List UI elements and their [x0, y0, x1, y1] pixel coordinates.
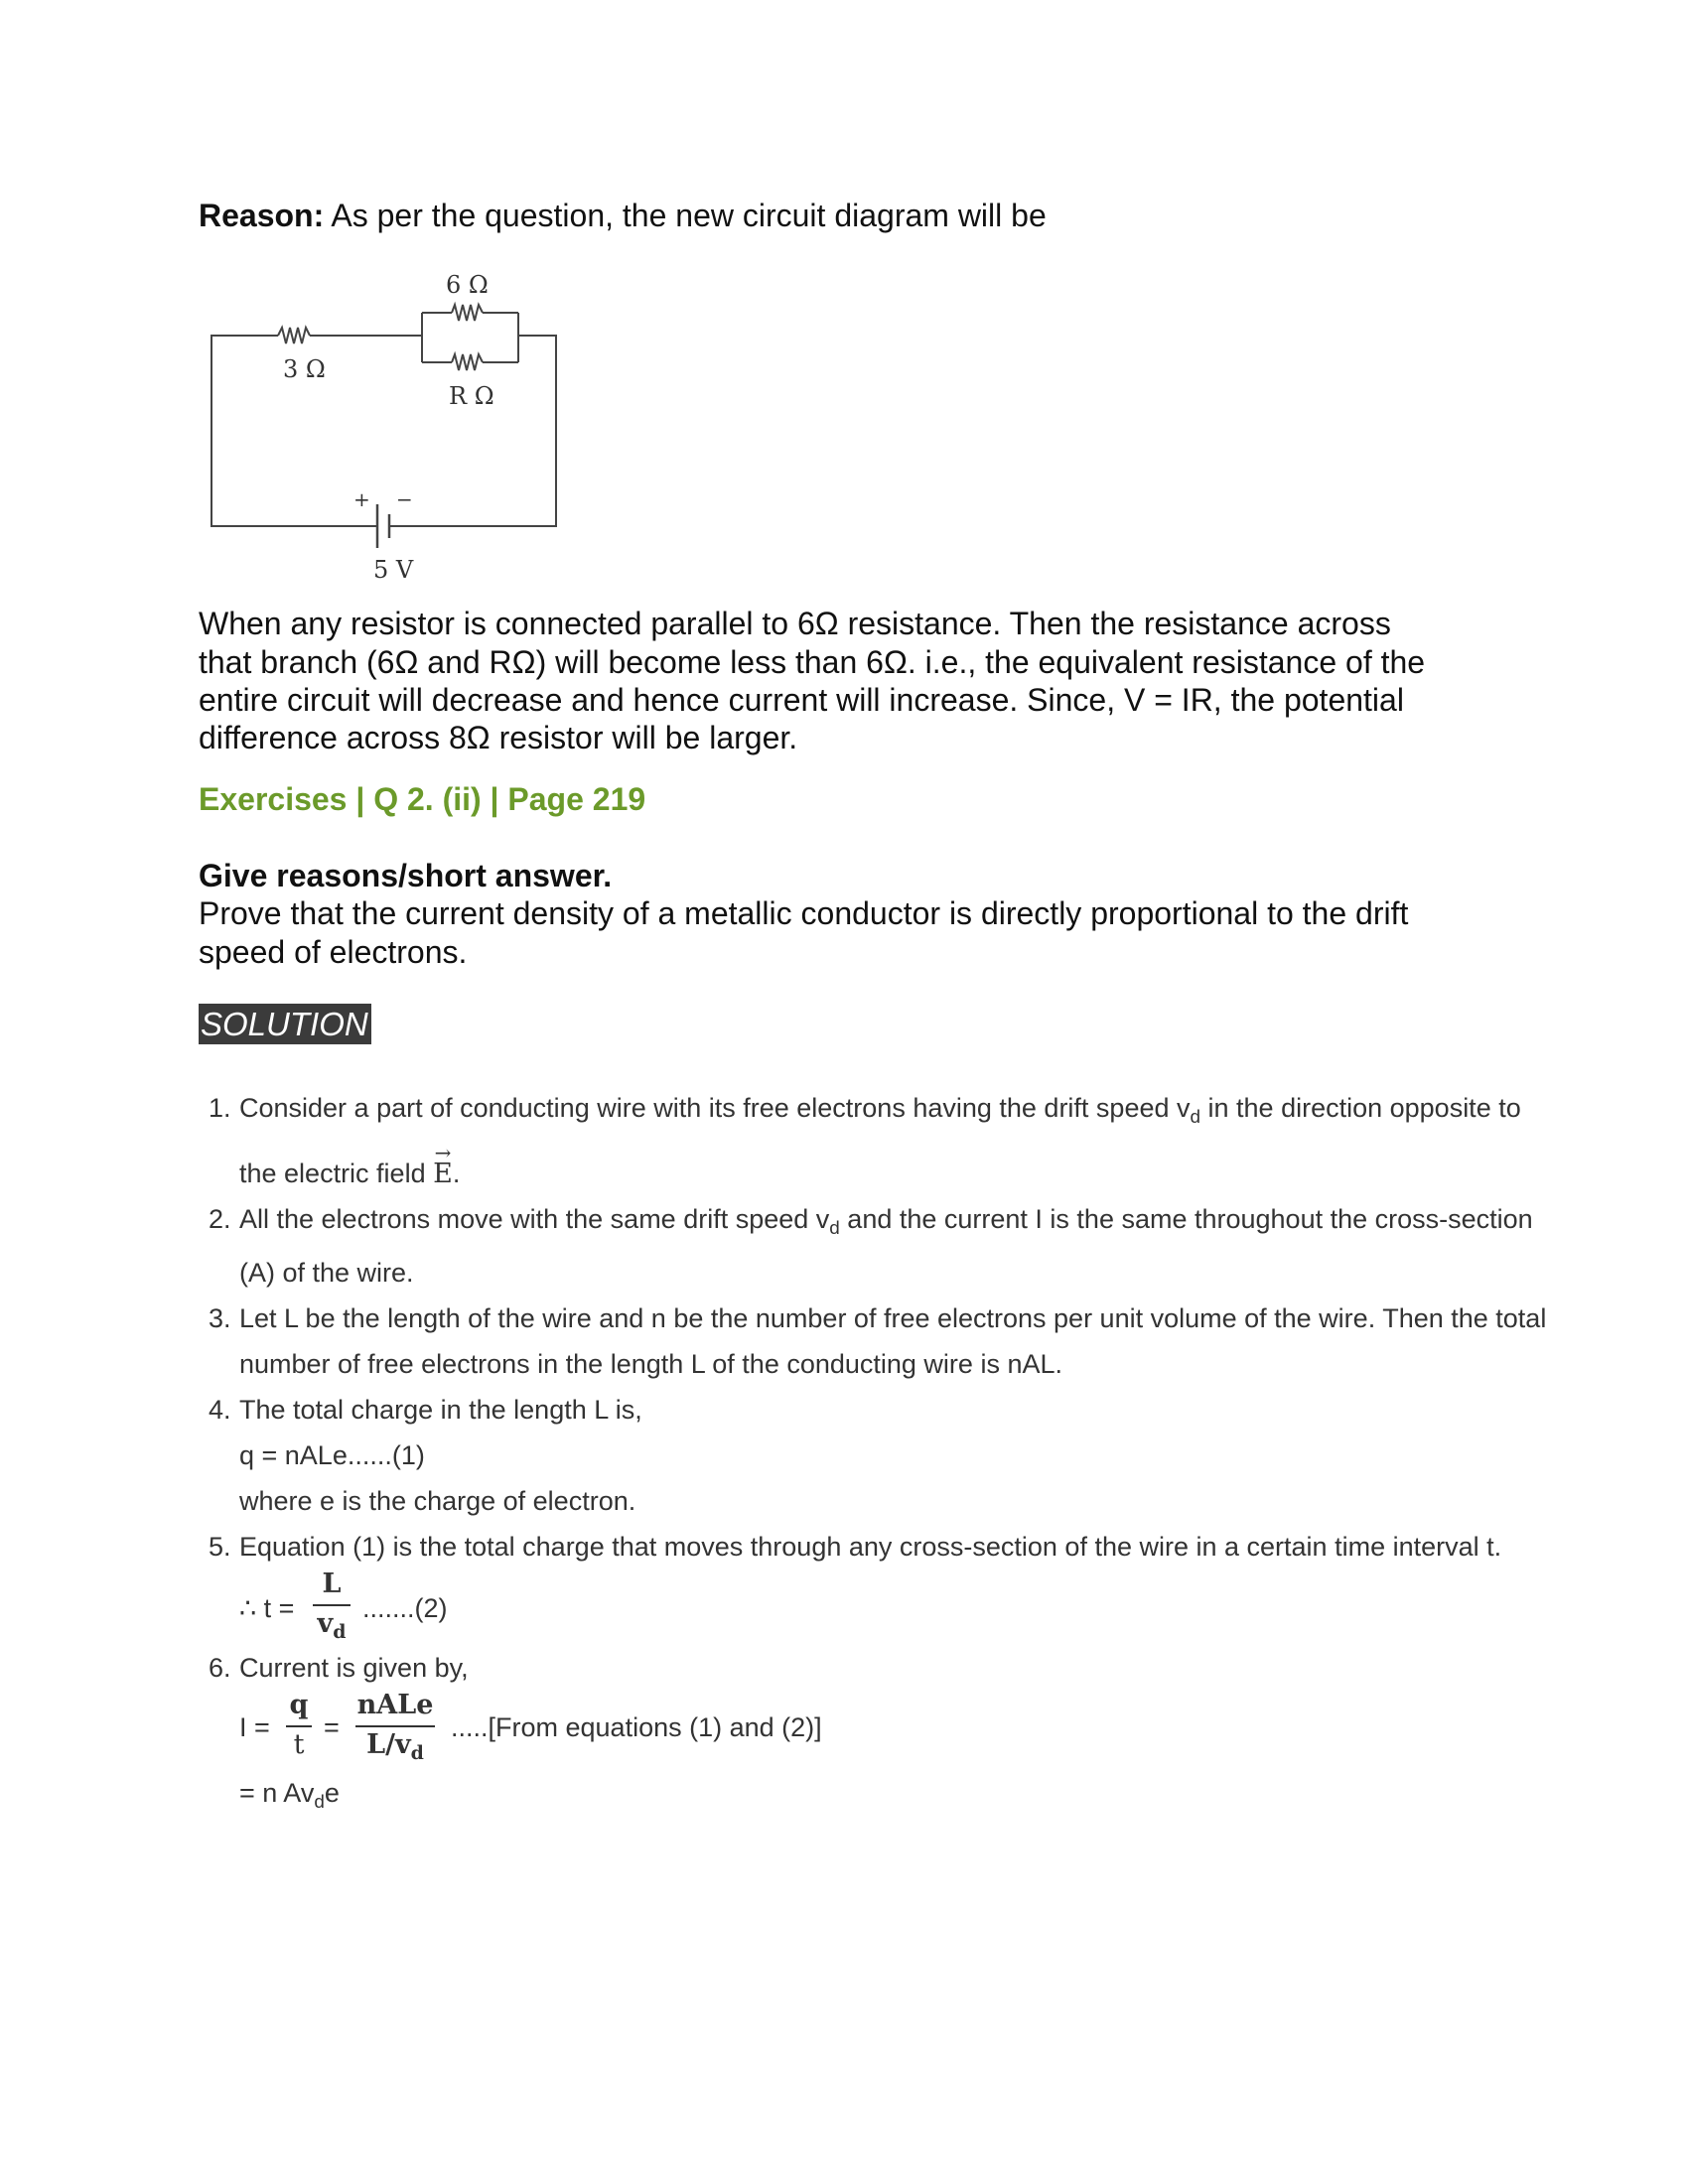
label-3ohm: 3 Ω — [283, 355, 326, 383]
item-text: All the electrons move with the same drift speed $v_d$ and the current I is the same throughout the cross-section — [239, 1204, 1533, 1239]
equation-2-prefix: ∴ t = — [239, 1593, 295, 1623]
circuit-diagram — [199, 258, 576, 596]
item-text: Consider a part of conducting wire with its free electrons having the drift speed $v_d$ in the direction opposite to — [239, 1093, 1521, 1128]
item-text: Equation (1) is the total charge that moves through any cross-section of the wire in a certain time interval t. — [239, 1532, 1502, 1562]
fraction-nale-over-l-vd — [355, 1690, 435, 1765]
item-text: Current is given by, — [239, 1653, 469, 1683]
fraction-numerator: q — [289, 1690, 309, 1720]
fraction-denominator: t — [293, 1729, 305, 1760]
fraction-numerator: nALe — [356, 1690, 434, 1720]
item-number: 1. — [209, 1093, 231, 1123]
current-eq-prefix: I = — [239, 1712, 270, 1742]
item-text: The total charge in the length L is, — [239, 1395, 642, 1425]
vector-e-symbol: → E — [433, 1141, 453, 1189]
resistor-r-ohm — [452, 354, 483, 370]
resistor-3ohm — [278, 328, 310, 343]
equation-2-suffix: .......(2) — [362, 1593, 448, 1623]
equation-1: q = nALe......(1) — [239, 1440, 425, 1470]
reason-line — [199, 197, 1047, 235]
equals-sign: = — [324, 1712, 340, 1742]
question-line: Prove that the current density of a metallic conductor is directly proportional to the drift — [199, 895, 1409, 931]
fraction-denominator: $v_d$ — [317, 1608, 347, 1643]
battery-minus-sign: − — [396, 487, 413, 511]
question-line: speed of electrons. — [199, 934, 468, 970]
current-final-eq: = n $Av_de$ — [239, 1778, 340, 1813]
paragraph-line: difference across 8Ω resistor will be larger. — [199, 720, 798, 755]
solution-label: SOLUTION — [199, 1004, 371, 1044]
exercise-heading: Exercises | Q 2. (ii) | Page 219 — [199, 781, 646, 817]
item-text: the electric field → E. — [239, 1141, 461, 1189]
item-text: where e is the charge of electron. — [239, 1486, 636, 1516]
item-number: 3. — [209, 1303, 231, 1333]
fraction-numerator: L — [322, 1569, 342, 1599]
fraction-q-over-t — [286, 1690, 312, 1765]
paragraph-line: that branch (6Ω and RΩ) will become less than 6Ω. i.e., the equivalent resistance of the — [199, 644, 1426, 680]
resistor-6ohm — [452, 305, 483, 321]
item-text: number of free electrons in the length L of the conducting wire is nAL. — [239, 1349, 1062, 1379]
paragraph-line: entire circuit will decrease and hence current will increase. Since, V = IR, the potential — [199, 682, 1404, 718]
question-title: Give reasons/short answer. — [199, 858, 613, 893]
item-text: (A) of the wire. — [239, 1258, 414, 1288]
item-number: 2. — [209, 1204, 231, 1234]
label-r-ohm: R Ω — [449, 382, 494, 410]
fraction-l-over-vd — [313, 1569, 351, 1644]
reason-text: As per the question, the new circuit diagram will be — [324, 198, 1047, 233]
fraction-denominator: $L/v_d$ — [366, 1729, 424, 1764]
paragraph-line: When any resistor is connected parallel to 6Ω resistance. Then the resistance across — [199, 606, 1391, 641]
item-number: 6. — [209, 1653, 231, 1683]
current-eq-suffix: .....[From equations (1) and (2)] — [451, 1712, 822, 1742]
battery-plus-sign: + — [353, 487, 370, 511]
label-battery: 5 V — [373, 556, 414, 584]
item-text: Let L be the length of the wire and n be the number of free electrons per unit volume of the wire. Then the total — [239, 1303, 1547, 1333]
reason-label: Reason: — [199, 198, 325, 233]
label-6ohm: 6 Ω — [446, 271, 489, 299]
item-number: 5. — [209, 1532, 231, 1562]
item-number: 4. — [209, 1395, 231, 1425]
